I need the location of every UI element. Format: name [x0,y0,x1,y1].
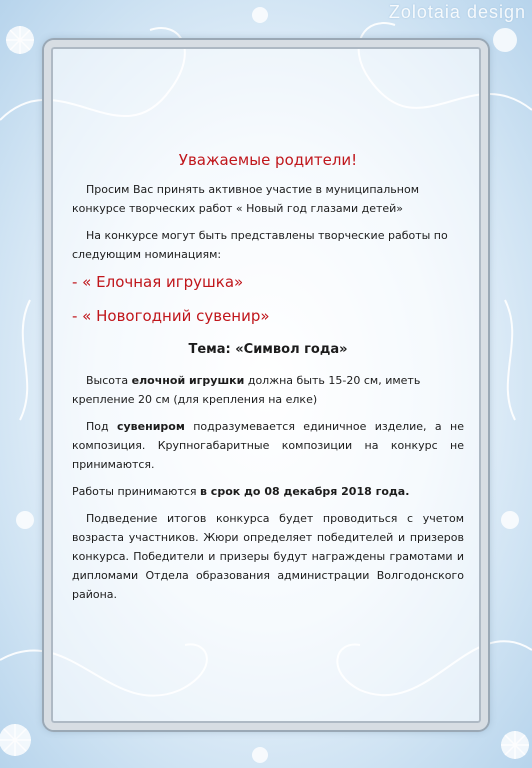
letter-title: Уважаемые родители! [178,151,358,169]
theme-heading: Тема: «Символ года» [188,342,348,357]
watermark-text: Zolotaia design [388,2,526,22]
height-text-1: Высота [86,374,132,387]
souvenir-text-1: Под [86,420,117,433]
deadline-text-bold: в срок до 08 декабря 2018 года. [200,485,410,498]
intro-paragraph: Просим Вас принять активное участие в муниципальном конкурсе творческих работ « Новый год глазами детей» [72,183,419,215]
height-text-2: должна быть 15-20 см, иметь крепление 20 см (для крепления на елке) [72,374,421,406]
height-text-bold: елочной игрушки [131,374,245,387]
souvenir-text-2: подразумевается единичное изделие, а не композиция. Крупногабаритные композиции на конкурс не принимаются. [72,420,464,471]
letter-content [72,150,464,612]
deadline-paragraph [72,482,464,501]
deadline-text-1: Работы принимаются [72,485,201,498]
nomination-item: - « Новогодний сувенир» [72,307,270,325]
height-paragraph [72,371,464,409]
souvenir-paragraph [72,417,464,474]
nominations-intro: На конкурсе могут быть представлены творческие работы по следующим номинациям: [72,229,448,261]
souvenir-text-bold: сувениром [116,420,185,433]
nomination-item: - « Елочная игрушка» [72,273,244,291]
results-paragraph: Подведение итогов конкурса будет проводиться с учетом возраста участников. Жюри определяет победителей и призеров конкурса. Победители и призеры будут награждены грамотами и дипломами Отдела образования администрации Волгодонского района. [72,512,464,601]
